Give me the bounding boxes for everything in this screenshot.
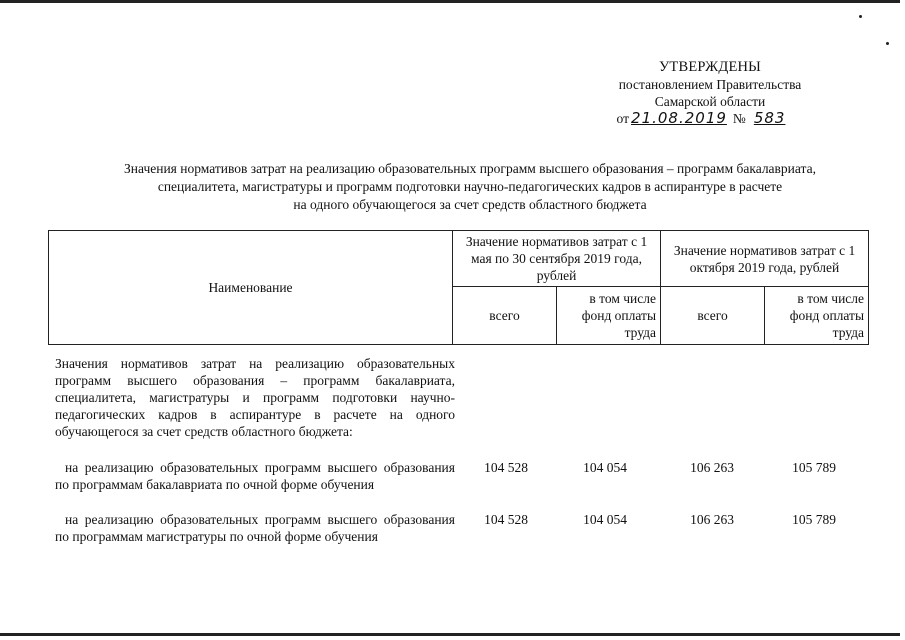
value-master-total-1: 104 528 xyxy=(484,512,528,527)
row-label-master: на реализацию образовательных программ высшего образования по программам магистратуры по очной форме обучения xyxy=(55,512,455,544)
date-prefix: от xyxy=(616,111,630,126)
header-period-2: Значение нормативов затрат с 1 октября 2019 года, рублей xyxy=(661,231,869,287)
title-line-3: на одного обучающегося за счет средств областного бюджета xyxy=(293,197,647,212)
header-period-1: Значение нормативов затрат с 1 мая по 30 сентября 2019 года, рублей xyxy=(453,231,661,287)
value-bachelor-payroll-2: 105 789 xyxy=(792,460,836,475)
value-bachelor-total-2: 106 263 xyxy=(690,460,734,475)
header-name: Наименование xyxy=(49,231,453,345)
subheader-total-2: всего xyxy=(661,287,765,345)
title-line-2: специалитета, магистратуры и программ подготовки научно-педагогических кадров в аспирантуре в расчете xyxy=(157,179,783,194)
value-master-total-2: 106 263 xyxy=(690,512,734,527)
value-bachelor-payroll-1: 104 054 xyxy=(583,460,627,475)
handwritten-number: 583 xyxy=(753,109,786,127)
scan-artifact-dot xyxy=(859,15,862,18)
number-prefix: № xyxy=(732,111,746,126)
approval-line-1: постановлением Правительства xyxy=(618,77,802,92)
approval-heading: УТВЕРЖДЕНЫ xyxy=(658,59,762,75)
scan-artifact-dot xyxy=(886,42,889,45)
value-bachelor-total-1: 104 528 xyxy=(484,460,528,475)
bottom-scan-border xyxy=(0,633,900,636)
subheader-payroll-1: в том числе фонд оплаты труда xyxy=(557,287,661,345)
document-title xyxy=(40,160,900,214)
approval-date-line xyxy=(560,110,860,127)
approval-line-2: Самарской области xyxy=(654,94,766,109)
title-line-1: Значения нормативов затрат на реализацию образовательных программ высшего образования – программ бакалавриата, xyxy=(124,161,816,176)
row-label-bachelor: на реализацию образовательных программ высшего образования по программам бакалавриата по очной форме обучения xyxy=(55,460,455,492)
value-master-payroll-1: 104 054 xyxy=(583,512,627,527)
value-master-payroll-2: 105 789 xyxy=(792,512,836,527)
handwritten-date: 21.08.2019 xyxy=(631,109,727,127)
subheader-payroll-2: в том числе фонд оплаты труда xyxy=(765,287,869,345)
approval-stamp xyxy=(560,59,860,127)
top-scan-border xyxy=(0,0,900,3)
norms-table xyxy=(48,230,869,345)
section-intro: Значения нормативов затрат на реализацию образовательных программ высшего образования – программ бакалавриата, специалитета, магистратуры и программ подготовки научно-педагогических кадров в аспирантуре в расчете на одного обучающегося за счет средств областного бюджета: xyxy=(55,356,455,439)
subheader-total-1: всего xyxy=(453,287,557,345)
